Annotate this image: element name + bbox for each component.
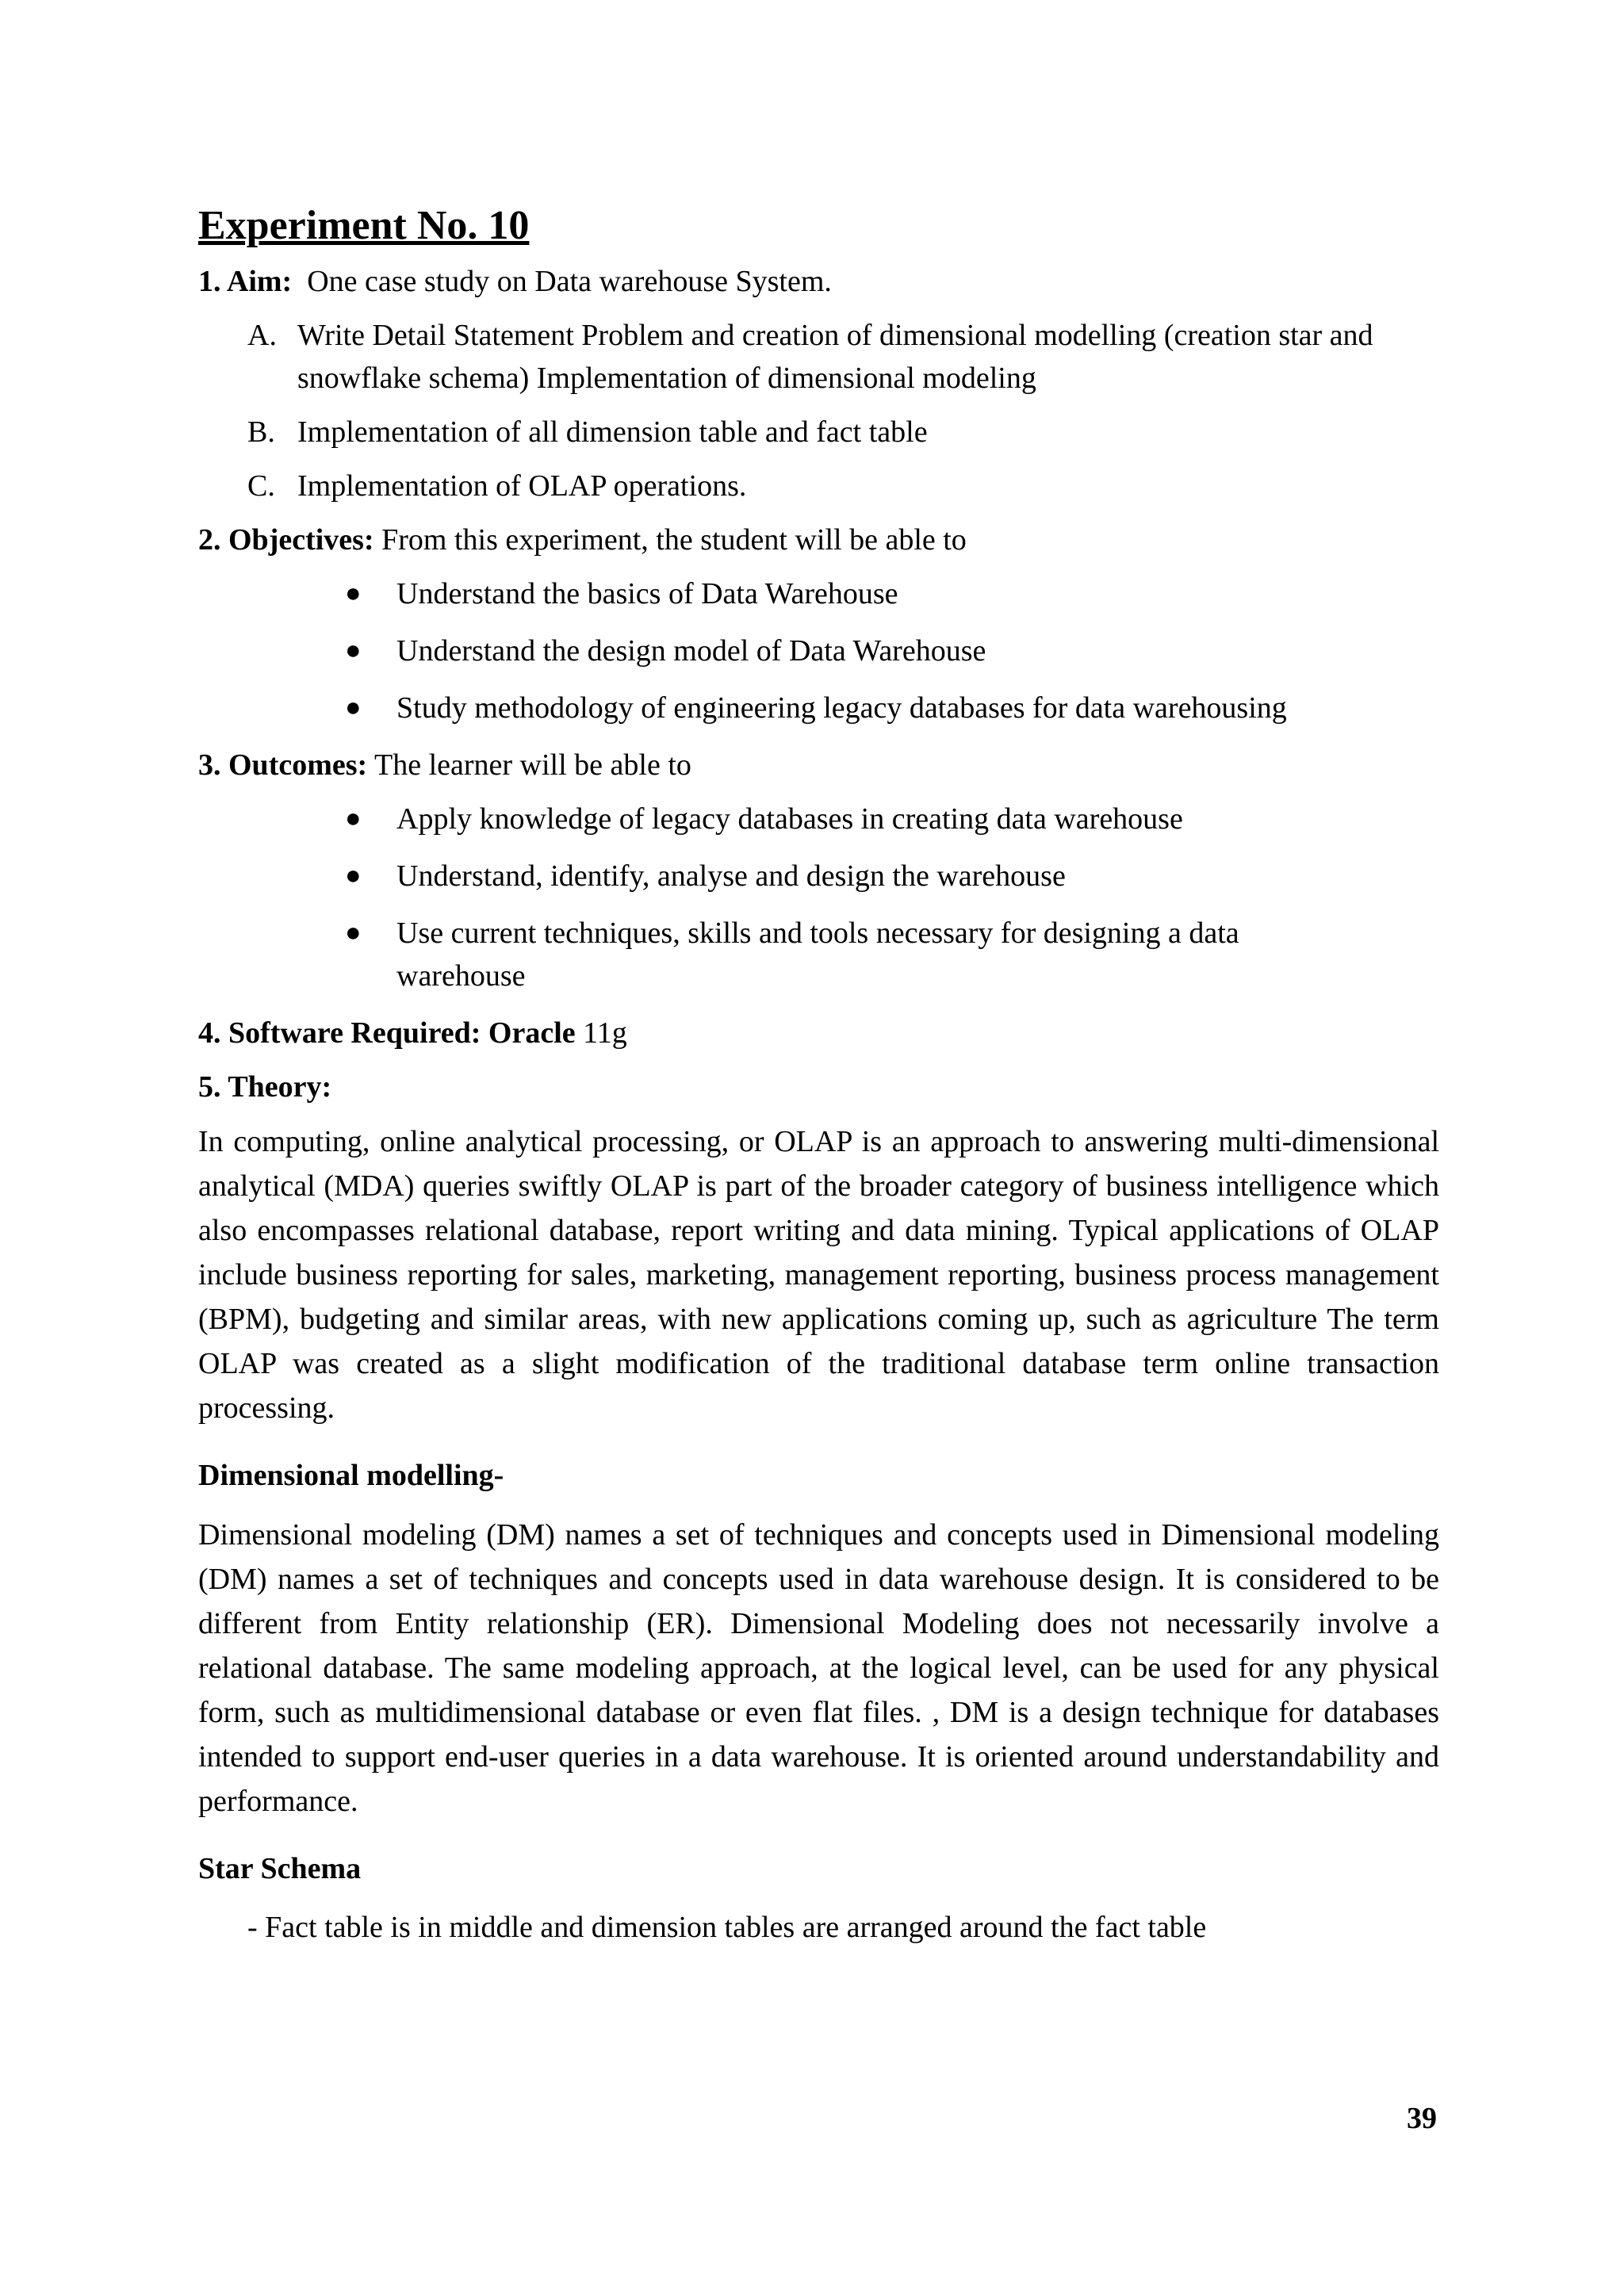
star-schema-heading: Star Schema <box>198 1852 362 1885</box>
aim-item-marker: C. <box>247 469 275 503</box>
outcome-item <box>198 912 1439 997</box>
objective-item <box>198 572 1439 615</box>
objectives-text: From this experiment, the student will be able to <box>381 523 967 557</box>
objectives-list <box>198 572 1439 729</box>
aim-item-text: Implementation of OLAP operations. <box>297 469 747 503</box>
software-version: 11g <box>583 1016 627 1050</box>
theory-paragraph: In computing, online analytical processing, or OLAP is an approach to answering multi-dimensional analytical (MDA) queries swiftly OLAP is part of the broader category of business intelligence which also encompasses relational database, report writing and data mining. Typical applications of OLAP include business reporting for sales, marketing, management reporting, business process management (BPM), budgeting and similar areas, with new applications coming up, such as agriculture The term OLAP was created as a slight modification of the traditional database term online transaction processing. <box>198 1125 1439 1425</box>
dimensional-modelling-heading: Dimensional modelling- <box>198 1459 504 1492</box>
objective-text: Understand the basics of Data Warehouse <box>396 577 898 610</box>
aim-item <box>198 314 1439 400</box>
aim-text: One case study on Data warehouse System. <box>307 265 832 298</box>
outcome-text: Use current techniques, skills and tools necessary for designing a data warehouse <box>396 916 1239 993</box>
bullet-icon: ● <box>345 693 362 722</box>
aim-item-text: Implementation of all dimension table and fact table <box>297 415 928 449</box>
aim-item <box>198 465 1439 507</box>
outcome-text: Apply knowledge of legacy databases in creating data warehouse <box>396 802 1183 836</box>
aim-list <box>198 314 1439 507</box>
aim-item-text: Write Detail Statement Problem and creation of dimensional modelling (creation star and snowflake schema) Implementation of dimensional modeling <box>297 319 1373 395</box>
star-schema-line: - Fact table is in middle and dimension tables are arranged around the fact table <box>247 1911 1207 1944</box>
aim-label: 1. Aim: <box>198 265 293 298</box>
aim-item <box>198 411 1439 453</box>
objective-item <box>198 687 1439 729</box>
outcomes-text: The learner will be able to <box>374 748 691 782</box>
software-label: 4. Software Required: Oracle <box>198 1016 576 1050</box>
bullet-icon: ● <box>345 918 362 947</box>
outcome-item <box>198 855 1439 897</box>
page-number: 39 <box>1407 2102 1437 2135</box>
theory-section <box>198 1066 1439 1108</box>
bullet-icon: ● <box>345 579 362 608</box>
bullet-icon: ● <box>345 804 362 833</box>
dimensional-modelling-paragraph: Dimensional modeling (DM) names a set of techniques and concepts used in Dimensional modeling (DM) names a set of techniques and concepts used in data warehouse design. It is considered to be different from Entity relationship (ER). Dimensional Modeling does not necessarily involve a relational database. The same modeling approach, at the logical level, can be used for any physical form, such as multidimensional database or even flat files. , DM is a design technique for databases intended to support end-user queries in a data warehouse. It is oriented around understandability and performance. <box>198 1518 1439 1818</box>
objective-item <box>198 629 1439 672</box>
page-content <box>198 198 1439 1949</box>
theory-label: 5. Theory: <box>198 1070 332 1104</box>
objectives-label: 2. Objectives: <box>198 523 374 557</box>
experiment-title: Experiment No. 10 <box>198 203 530 248</box>
aim-section <box>198 260 1439 303</box>
aim-item-marker: A. <box>247 319 277 352</box>
bullet-icon: ● <box>345 861 362 890</box>
outcomes-list <box>198 798 1439 997</box>
objective-text: Study methodology of engineering legacy databases for data warehousing <box>396 691 1287 725</box>
aim-item-marker: B. <box>247 415 275 449</box>
outcomes-label: 3. Outcomes: <box>198 748 368 782</box>
outcomes-section <box>198 744 1439 786</box>
outcome-text: Understand, identify, analyse and design the warehouse <box>396 859 1066 893</box>
bullet-icon: ● <box>345 636 362 665</box>
objective-text: Understand the design model of Data Warehouse <box>396 634 986 668</box>
outcome-item <box>198 798 1439 840</box>
objectives-section <box>198 519 1439 561</box>
software-section <box>198 1012 1439 1054</box>
